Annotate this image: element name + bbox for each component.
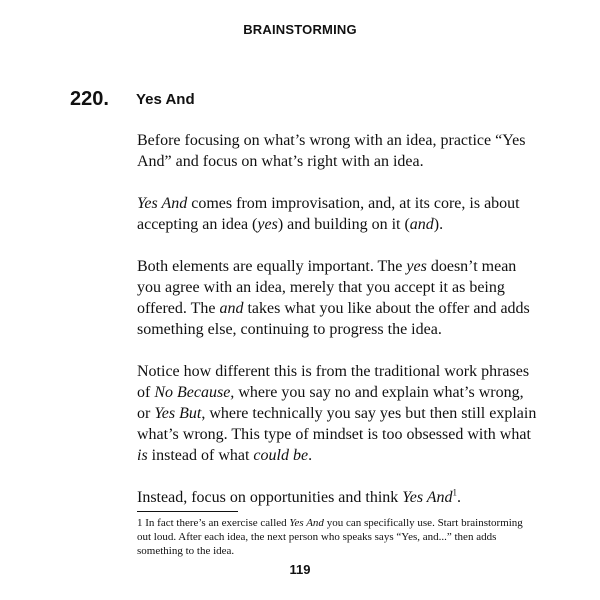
running-header: BRAINSTORMING — [243, 22, 357, 37]
italic-term: is — [137, 447, 148, 464]
footnote — [137, 516, 537, 558]
text-run: doesn’t mean you agree with an idea, merely that you accept it as being offered. The — [137, 258, 517, 317]
text-run: instead of what — [147, 447, 254, 464]
text-run: , where technically you say yes but then still explain what’s wrong. This type of mindset is too obsessed with what — [137, 405, 537, 443]
paragraph-3 — [137, 256, 537, 340]
text-run: Instead, focus on opportunities and think — [137, 489, 403, 506]
text-run: comes from improvisation, and, at its core, is about accepting an idea ( — [137, 195, 520, 233]
italic-term: and — [219, 300, 244, 317]
text-run: 1 In fact there’s an exercise called — [137, 517, 290, 529]
italic-term: No Because, — [154, 384, 235, 401]
entry-title: Yes And — [136, 91, 195, 108]
footnote-marker: 1 — [452, 487, 458, 498]
text-run: you can specifically use. Start brainstorming out loud. After each idea, the next person who speaks says “Yes, and...” then adds something to the idea. — [137, 517, 523, 557]
italic-term: yes — [406, 258, 427, 275]
text-run: where you say no and explain what’s wrong, or — [137, 384, 524, 422]
italic-term: Yes And — [289, 517, 324, 529]
paragraph-4 — [137, 361, 537, 466]
italic-term: Yes And — [137, 195, 188, 212]
paragraph-5 — [137, 487, 537, 508]
text-run: ) and building on it ( — [277, 216, 410, 233]
footnote-divider — [137, 511, 238, 512]
entry-number: 220. — [70, 88, 109, 110]
text-run: . — [308, 447, 313, 464]
text-run: Both elements are equally important. The — [137, 258, 407, 275]
text-run: takes what you like about the offer and adds something else, continuing to progress the idea. — [137, 300, 530, 338]
italic-term: yes — [257, 216, 278, 233]
body-text — [137, 130, 537, 529]
text-run: . — [457, 489, 462, 506]
paragraph-2 — [137, 193, 537, 235]
italic-term: Yes And — [402, 489, 453, 506]
text-run: ). — [433, 216, 444, 233]
text-run: Notice how different this is from the traditional work phrases of — [137, 363, 530, 401]
page-number: 119 — [289, 562, 311, 577]
italic-term: and — [409, 216, 434, 233]
paragraph-1: Before focusing on what’s wrong with an idea, practice “Yes And” and focus on what’s right with an idea. — [137, 132, 526, 170]
italic-term: could be — [253, 447, 309, 464]
italic-term: Yes But — [154, 405, 202, 422]
